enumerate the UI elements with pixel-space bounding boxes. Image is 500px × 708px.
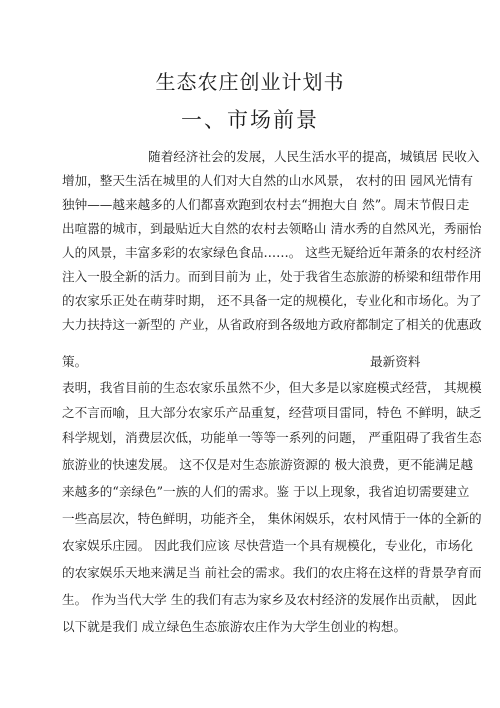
paragraph-line: 独钟——越来越多的人们都喜欢跑到农村去“拥抱大自 然”。周末节假日走 [62, 197, 470, 212]
paragraph-line: 之不言而喻，且大部分农家乐产品重复，经营项目雷同，特色 不鲜明，缺乏 [62, 405, 482, 420]
paragraph-line: 科学规划，消费层次低，功能单一等等一系列的问题， 严重阻碍了我省生态 [62, 430, 482, 445]
paragraph-line: 的农家乐正处在萌芽时期， 还不具备一定的规模化，专业化和市场化。为了 [62, 293, 482, 308]
paragraph-line: 表明，我省目前的生态农家乐虽然不少，但大多是以家庭模式经营， 其规模 [62, 380, 482, 395]
paragraph-line: 策。 [62, 354, 88, 369]
paragraph-line: 一些高层次，特色鲜明，功能齐全， 集休闲娱乐，农村风情于一体的全新的 [62, 511, 482, 526]
document-title: 生态农庄创业计划书 [155, 70, 345, 94]
paragraph-line: 增加，整天生活在城里的人们对大自然的山水风景， 农村的田 园风光情有 [62, 173, 474, 188]
paragraph-line: 大力扶持这一新型的 产业，从省政府到各级地方政府都制定了相关的优惠政 [62, 317, 482, 332]
paragraph-line: 注入一股全新的活力。而到目前为 止，处于我省生态旅游的桥梁和纽带作用 [62, 269, 482, 284]
paragraph-line: 旅游业的快速发展。 这不仅是对生态旅游资源的 极大浪费，更不能满足越 [62, 457, 474, 472]
section-heading: 一、市场前景 [181, 108, 319, 132]
paragraph-line: 的农家娱乐天地来满足当 前社会的需求。我们的农庄将在这样的背景孕育而 [62, 565, 482, 580]
aside-label: 最新资料 [370, 354, 421, 369]
paragraph-line: 来越多的“亲绿色”一族的人们的需求。鉴 于以上现象，我省迫切需要建立 [62, 484, 470, 499]
paragraph-line: 随着经济社会的发展，人民生活水平的提高，城镇居 民收入 [148, 149, 480, 164]
paragraph-line: 农家娱乐庄园。 因此我们应该 尽快营造一个具有规模化，专业化，市场化 [62, 538, 474, 553]
paragraph-line: 出喧嚣的城市，到最贴近大自然的农村去领略山 清水秀的自然风光，秀丽怡 [62, 221, 482, 236]
paragraph-line: 以下就是我们 成立绿色生态旅游农庄作为大学生创业的构想。 [62, 619, 407, 634]
paragraph-line: 人的风景，丰富多彩的农家绿色食品……。 这些无疑给近年萧条的农村经济 [62, 245, 482, 260]
paragraph-line: 生。 作为当代大学 生的我们有志为家乡及农村经济的发展作出贡献， 因此 [62, 592, 478, 607]
